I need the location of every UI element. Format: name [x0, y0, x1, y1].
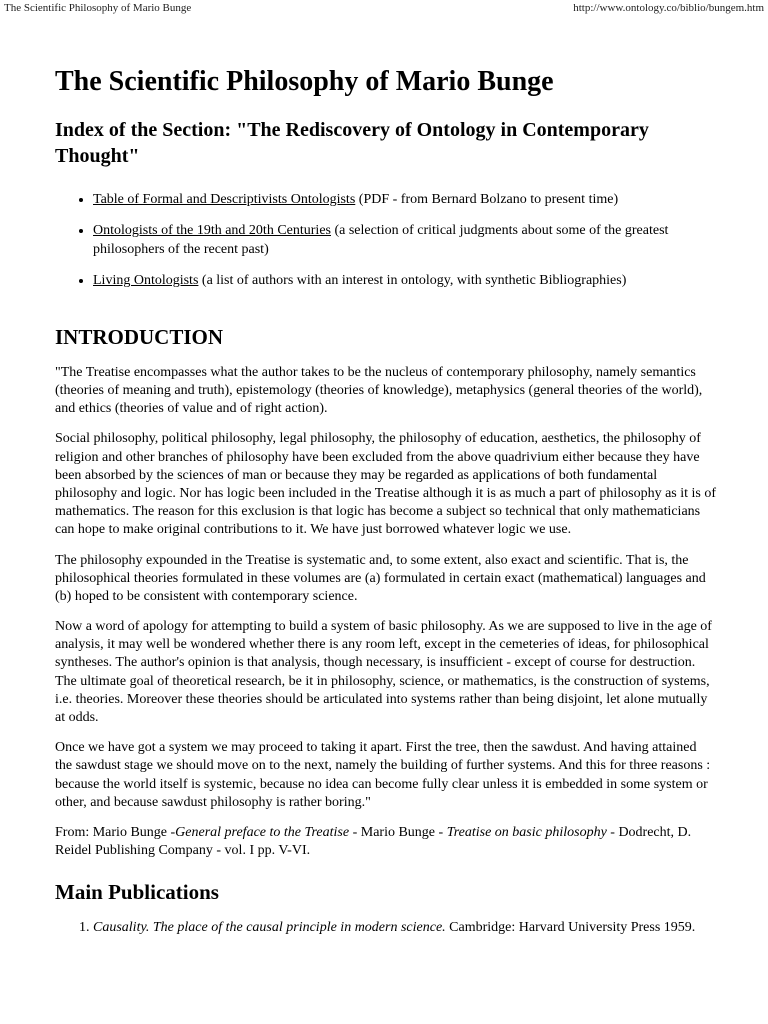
publication-item: [93, 919, 717, 937]
page-title: The Scientific Philosophy of Mario Bunge: [55, 66, 554, 97]
source-work-2: Treatise on basic philosophy: [446, 824, 607, 840]
list-item: [93, 272, 717, 290]
list-item: [93, 222, 717, 259]
link-ontologists-19th-20th[interactable]: Ontologists of the 19th and 20th Centuries: [93, 223, 331, 239]
list-item-text: (PDF - from Bernard Bolzano to present time): [355, 191, 619, 207]
list-item: [93, 191, 717, 209]
source-prefix: From: Mario Bunge -: [55, 824, 176, 840]
source-middle: - Mario Bunge -: [349, 824, 447, 840]
document-body: [55, 66, 717, 938]
publications-list: [55, 919, 717, 937]
publication-details: Cambridge: Harvard University Press 1959.: [445, 920, 696, 936]
list-item-text: (a list of authors with an interest in ontology, with synthetic Bibliographies): [198, 273, 627, 289]
publication-title: Causality. The place of the causal principle in modern science.: [93, 920, 446, 936]
publications-heading: Main Publications: [55, 880, 219, 905]
source-suffix: - Dodrecht, D. Reidel Publishing Company - vol. I pp. V-VI.: [55, 824, 692, 859]
introduction-heading: INTRODUCTION: [55, 324, 224, 349]
index-title: Index of the Section: "The Rediscovery of Ontology in Contemporary Thought": [55, 119, 649, 167]
intro-paragraph-1: "The Treatise encompasses what the author takes to be the nucleus of contemporary philosophy, namely semantics (theories of meaning and truth), epistemology (theories of knowledge), metaphysics (general theories of the world), and ethics (theories of value and of right action).: [55, 364, 703, 417]
source-citation: [55, 824, 717, 860]
intro-paragraph-4: Now a word of apology for attempting to build a system of basic philosophy. As we are supposed to live in the age of analysis, it may well be wondered whether there is any room left, except in the cemeteries of ideas, for philosophical syntheses. The author's opinion is that analysis, though necessary, is insufficient - except of course for destruction. The ultimate goal of theoretical research, be it in philosophy, science, or mathematics, is the construction of systems, i.e. theories. Moreover these theories should be articulated into systems rather than being disjoint, let alone mutually at odds.: [55, 619, 712, 726]
intro-paragraph-3: The philosophy expounded in the Treatise is systematic and, to some extent, also exact and scientific. That is, the philosophical theories formulated in these volumes are (a) formulated in certain exact (mathematical) languages and (b) hoped to be consistent with contemporary science.: [55, 552, 706, 604]
source-work-1: General preface to the Treatise: [175, 824, 350, 840]
link-formal-ontologists[interactable]: Table of Formal and Descriptivists Ontologists: [93, 191, 356, 207]
print-header-title: The Scientific Philosophy of Mario Bunge: [4, 2, 192, 14]
intro-paragraph-2: Social philosophy, political philosophy, legal philosophy, the philosophy of education, aesthetics, the philosophy of religion and other branches of philosophy have been excluded from the above quadrivium either because they have been absorbed by the sciences of man or because they may be regarded as applications of both fundamental philosophy and logic. Nor has logic been included in the Treatise although it is as much a part of philosophy as it is of mathematics. The reason for this exclusion is that logic has become a subject so technical that only mathematicians can hope to make original contributions to it. We have just borrowed whatever logic we use.: [55, 431, 717, 538]
print-header-url: http://www.ontology.co/biblio/bungem.htm: [573, 2, 764, 14]
list-item-text: (a selection of critical judgments about some of the greatest philosophers of the recent past): [93, 223, 669, 257]
link-living-ontologists[interactable]: Living Ontologists: [93, 273, 199, 289]
print-header: [0, 0, 768, 16]
index-list: [55, 191, 717, 291]
intro-paragraph-5: Once we have got a system we may proceed to taking it apart. First the tree, then the sawdust. And having attained the sawdust stage we should move on to the next, namely the building of further systems. And this for three reasons : because the world itself is systemic, because no idea can become fully clear unless it is embedded in some system or other, and because sawdust philosophy is rather boring.": [55, 740, 711, 810]
